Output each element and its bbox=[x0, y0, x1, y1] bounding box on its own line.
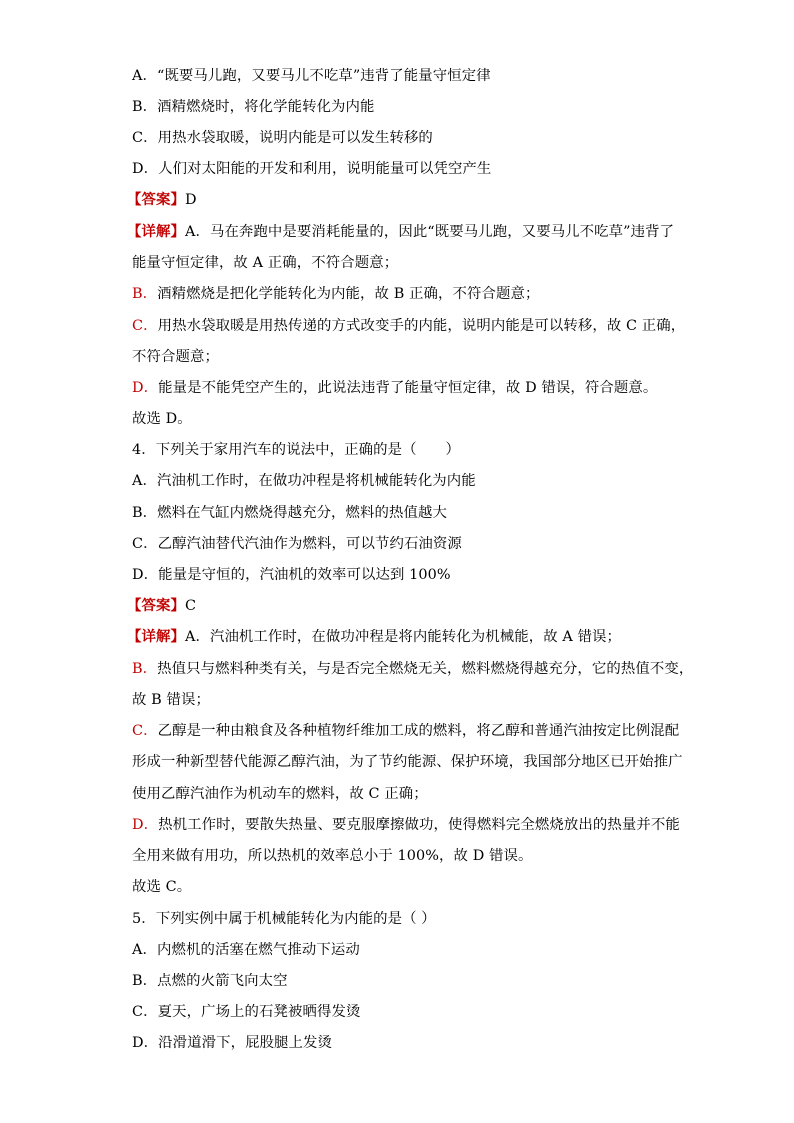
explain-text: 热机工作时，要散失热量、要克服摩擦做功，使得燃料完全燃烧放出的热量并不能 bbox=[158, 817, 680, 833]
option-prefix: B． bbox=[132, 286, 158, 302]
q4-explain-b-1 bbox=[132, 659, 693, 679]
q4-stem: 4．下列关于家用汽车的说法中，正确的是（ ） bbox=[132, 442, 461, 458]
q3-answer bbox=[127, 190, 197, 210]
q4-explain-d-2: 全用来做有用功，所以热机的效率总小于 100%，故 D 错误。 bbox=[132, 848, 533, 864]
q4-answer bbox=[127, 596, 196, 616]
explain-text: A．汽油机工作时，在做功冲程是将内能转化为机械能，故 A 错误； bbox=[184, 629, 622, 645]
q4-option-d: D．能量是守恒的，汽油机的效率可以达到 100% bbox=[132, 567, 451, 583]
q4-explain-c-2: 形成一种新型替代能源乙醇汽油，为了节约能源、保护环境，我国部分地区已开始推广 bbox=[132, 754, 683, 770]
answer-tag: 【答案】 bbox=[127, 191, 185, 208]
q4-option-a: A．汽油机工作时，在做功冲程是将机械能转化为内能 bbox=[132, 473, 476, 489]
option-prefix: C． bbox=[132, 723, 158, 739]
q3-explain-d bbox=[132, 378, 657, 398]
answer-value: C bbox=[184, 598, 197, 614]
option-prefix: D． bbox=[132, 380, 159, 396]
option-prefix: C． bbox=[132, 318, 158, 334]
q3-option-c: C．用热水袋取暖，说明内能是可以发生转移的 bbox=[132, 130, 433, 146]
q4-explain-a bbox=[127, 627, 621, 647]
q3-explain-line-1 bbox=[127, 222, 674, 242]
explain-text: 酒精燃烧是把化学能转化为内能，故 B 正确，不符合题意； bbox=[157, 286, 540, 302]
q4-option-c: C．乙醇汽油替代汽油作为燃料，可以节约石油资源 bbox=[132, 536, 462, 552]
q3-conclusion: 故选 D。 bbox=[132, 411, 192, 427]
q3-explain-c-2: 不符合题意； bbox=[132, 349, 219, 365]
q5-option-c: C．夏天，广场上的石凳被晒得发烫 bbox=[132, 1004, 361, 1020]
explain-text: 能量是不能凭空产生的，此说法违背了能量守恒定律，故 D 错误，符合题意。 bbox=[158, 380, 658, 396]
q3-option-b: B．酒精燃烧时，将化学能转化为内能 bbox=[132, 99, 375, 115]
explain-tag: 【详解】 bbox=[127, 223, 185, 240]
q4-explain-d-1 bbox=[132, 815, 680, 835]
q3-explain-c-1 bbox=[132, 316, 685, 336]
q3-option-a: A．“既要马儿跑，又要马儿不吃草”违背了能量守恒定律 bbox=[132, 68, 491, 84]
explain-tag: 【详解】 bbox=[127, 628, 185, 645]
explain-text: 热值只与燃料种类有关，与是否完全燃烧无关，燃料燃烧得越充分，它的热值不变， bbox=[157, 661, 694, 677]
q5-option-d: D．沿滑道滑下，屁股腿上发烫 bbox=[132, 1035, 333, 1051]
q4-explain-c-3: 使用乙醇汽油作为机动车的燃料，故 C 正确； bbox=[132, 786, 428, 802]
explain-text: A．马在奔跑中是要消耗能量的，因此“既要马儿跑，又要马儿不吃草”违背了 bbox=[184, 224, 675, 240]
q4-option-b: B．燃料在气缸内燃烧得越充分，燃料的热值越大 bbox=[132, 505, 447, 521]
q5-stem: 5．下列实例中属于机械能转化为内能的是（ ） bbox=[132, 911, 436, 927]
q4-conclusion: 故选 C。 bbox=[132, 879, 192, 895]
q4-explain-c-1 bbox=[132, 721, 679, 741]
option-prefix: B． bbox=[132, 661, 158, 677]
q3-explain-line-2: 能量守恒定律，故 A 正确，不符合题意； bbox=[132, 255, 399, 271]
answer-tag: 【答案】 bbox=[127, 597, 185, 614]
q3-option-d: D．人们对太阳能的开发和利用，说明能量可以凭空产生 bbox=[132, 161, 492, 177]
q5-option-a: A．内燃机的活塞在燃气推动下运动 bbox=[132, 942, 360, 958]
q3-explain-b bbox=[132, 284, 539, 304]
explain-text: 用热水袋取暖是用热传递的方式改变手的内能，说明内能是可以转移，故 C 正确， bbox=[157, 318, 686, 334]
q4-explain-b-2: 故 B 错误； bbox=[132, 692, 210, 708]
answer-value: D bbox=[184, 192, 197, 208]
explain-text: 乙醇是一种由粮食及各种植物纤维加工成的燃料，将乙醇和普通汽油按定比例混配 bbox=[157, 723, 680, 739]
q5-option-b: B．点燃的火箭飞向太空 bbox=[132, 973, 288, 989]
option-prefix: D． bbox=[132, 817, 159, 833]
